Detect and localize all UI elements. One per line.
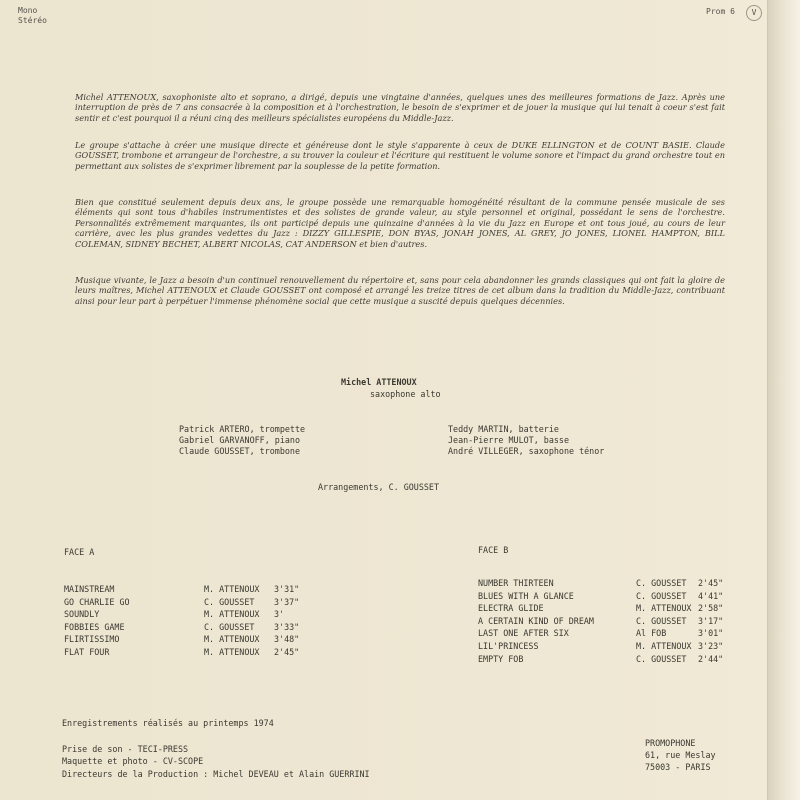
face-b-tracklist bbox=[478, 577, 723, 665]
track-duration: 3'33" bbox=[274, 621, 300, 632]
track-composer: M. ATTENOUX bbox=[204, 646, 260, 657]
publisher-address bbox=[645, 737, 716, 773]
track-composer: C. GOUSSET bbox=[204, 596, 255, 607]
publisher-name: PROMOPHONE bbox=[645, 738, 696, 748]
track-duration: 2'45" bbox=[698, 578, 724, 588]
track-row bbox=[64, 646, 299, 659]
publisher-street: 61, rue Meslay bbox=[645, 750, 716, 760]
track-composer: C. GOUSSET bbox=[636, 615, 687, 626]
track-row bbox=[64, 633, 299, 646]
production-credits bbox=[62, 743, 370, 780]
track-composer: C. GOUSSET bbox=[636, 590, 687, 601]
track-duration: 2'44" bbox=[698, 653, 724, 664]
liner-note-paragraph: Michel ATTENOUX, saxophoniste alto et soprano, a dirigé, depuis une vingtaine d'années, quelques unes des meilleures formations de Jazz. Après une interruption de près de 7 ans consacrée à la composition et à l'orchestration, le besoin de s'exprimer et de jouer la musique qui lui tenait à coeur s'est fait sentir et c'est pourquoi il a réuni cinq des meilleurs spécialistes européens du Middle-Jazz. bbox=[75, 92, 725, 123]
track-row bbox=[478, 640, 723, 653]
track-row bbox=[64, 583, 299, 596]
track-title: LIL'PRINCESS bbox=[478, 640, 539, 651]
track-composer: M. ATTENOUX bbox=[636, 640, 692, 651]
liner-note-paragraph: Bien que constitué seulement depuis deux ans, le groupe possède une remarquable homogénéité résultant de la commune pensée musicale de ses éléments qui sont tous d'habiles instrumentistes et des solistes de grande valeur, au style personnel et original, possédant le sens de l'orchestre. Personnalités extrêmement marquantes, ils ont participé depuis une quinzaine d'années à la vie du Jazz en Europe et ont tous joué, au cours de leur carrière, avec les plus grandes vedettes du Jazz : DIZZY GILLESPIE, DON BYAS, JONAH JONES, AL GREY, JO JONES, LIONEL HAMPTON, BILL COLEMAN, SIDNEY BECHET, ALBERT NICOLAS, CAT ANDERSON et bien d'autres. bbox=[75, 197, 725, 249]
mono-label: Mono bbox=[18, 6, 38, 15]
track-duration: 4'41" bbox=[698, 590, 724, 601]
personnel-entry: Claude GOUSSET, trombone bbox=[179, 446, 301, 456]
track-title: FLIRTISSIMO bbox=[64, 634, 120, 645]
publisher-city: 75003 - PARIS bbox=[645, 762, 711, 772]
track-row bbox=[478, 653, 723, 666]
track-row bbox=[478, 577, 723, 590]
personnel-entry: Gabriel GARVANOFF, piano bbox=[179, 435, 301, 445]
arrangements-credit: Arrangements, C. GOUSSET bbox=[318, 482, 440, 492]
face-a-tracklist bbox=[64, 583, 299, 659]
recording-note: Enregistrements réalisés au printemps 1974 bbox=[62, 718, 274, 728]
track-composer: Al FOB bbox=[636, 628, 667, 639]
personnel-entry: André VILLEGER, saxophone ténor bbox=[448, 446, 605, 456]
track-title: MAINSTREAM bbox=[64, 584, 115, 594]
face-a-title: FACE A bbox=[64, 547, 95, 557]
track-title: NUMBER THIRTEEN bbox=[478, 578, 554, 588]
personnel-entry: Teddy MARTIN, batterie bbox=[448, 424, 559, 434]
track-duration: 2'45" bbox=[274, 646, 300, 657]
track-row bbox=[64, 621, 299, 634]
track-row bbox=[478, 615, 723, 628]
credit-line: Prise de son - TECI-PRESS bbox=[62, 744, 189, 754]
track-duration: 3'48" bbox=[274, 634, 300, 645]
track-row bbox=[64, 596, 299, 609]
track-duration: 3'31" bbox=[274, 584, 300, 594]
track-composer: C. GOUSSET bbox=[636, 653, 687, 664]
track-duration: 3' bbox=[274, 609, 285, 620]
sleeve-edge bbox=[767, 0, 800, 800]
track-row bbox=[478, 602, 723, 615]
track-row bbox=[64, 608, 299, 621]
track-duration: 2'58" bbox=[698, 603, 724, 614]
track-composer: M. ATTENOUX bbox=[204, 584, 260, 594]
track-duration: 3'23" bbox=[698, 640, 724, 651]
track-row bbox=[478, 590, 723, 603]
track-title: FLAT FOUR bbox=[64, 646, 110, 657]
stereo-label: Stéréo bbox=[18, 16, 47, 25]
track-title: FOBBIES GAME bbox=[64, 621, 125, 632]
track-composer: C. GOUSSET bbox=[204, 621, 255, 632]
track-title: LAST ONE AFTER SIX bbox=[478, 628, 569, 639]
credit-line: Maquette et photo - CV-SCOPE bbox=[62, 756, 204, 767]
track-duration: 3'37" bbox=[274, 596, 300, 607]
track-title: BLUES WITH A GLANCE bbox=[478, 590, 574, 601]
personnel-right bbox=[448, 424, 604, 457]
badge-label: V bbox=[746, 5, 762, 21]
track-title: GO CHARLIE GO bbox=[64, 596, 130, 607]
leader-instrument: saxophone alto bbox=[370, 389, 441, 399]
track-title: ELECTRA GLIDE bbox=[478, 603, 544, 614]
track-row bbox=[478, 627, 723, 640]
personnel-entry: Jean-Pierre MULOT, basse bbox=[448, 435, 570, 445]
face-b-title: FACE B bbox=[478, 545, 509, 555]
track-composer: M. ATTENOUX bbox=[204, 634, 260, 645]
liner-note-paragraph: Le groupe s'attache à créer une musique directe et généreuse dont le style s'apparente à ceux de DUKE ELLINGTON et de COUNT BASIE. Claude GOUSSET, trombone et arrangeur de l'orchestre, a su trouver la couleur et l'écriture qui restituent le volume sonore et l'impact du grand orchestre tout en permettant aux solistes de s'exprimer librement par la souplesse de la petite formation. bbox=[75, 140, 725, 171]
personnel-entry: Patrick ARTERO, trompette bbox=[179, 424, 306, 434]
track-duration: 3'01" bbox=[698, 628, 724, 639]
track-duration: 3'17" bbox=[698, 615, 724, 626]
leader-name: Michel ATTENOUX bbox=[341, 377, 417, 387]
catalog-number: Prom 6 bbox=[706, 7, 735, 16]
track-title: A CERTAIN KIND OF DREAM bbox=[478, 615, 594, 626]
track-composer: M. ATTENOUX bbox=[204, 609, 260, 620]
personnel-left bbox=[179, 424, 305, 457]
credit-line: Directeurs de la Production : Michel DEVEAU et Alain GUERRINI bbox=[62, 768, 370, 779]
liner-note-paragraph: Musique vivante, le Jazz a besoin d'un continuel renouvellement du répertoire et, sans pour cela abandonner les grands classiques qui ont fait la gloire de leurs maîtres, Michel ATTENOUX et Claude GOUSSET ont composé et arrangé les treize titres de cet album dans la tradition du Middle-Jazz, contribuant ainsi pour leur part à perpétuer l'immense phénomène social que cette musique a suscité depuis quelques décennies. bbox=[75, 275, 725, 306]
track-title: EMPTY FOB bbox=[478, 653, 524, 664]
track-composer: M. ATTENOUX bbox=[636, 603, 692, 614]
track-composer: C. GOUSSET bbox=[636, 578, 687, 588]
track-title: SOUNDLY bbox=[64, 609, 100, 620]
